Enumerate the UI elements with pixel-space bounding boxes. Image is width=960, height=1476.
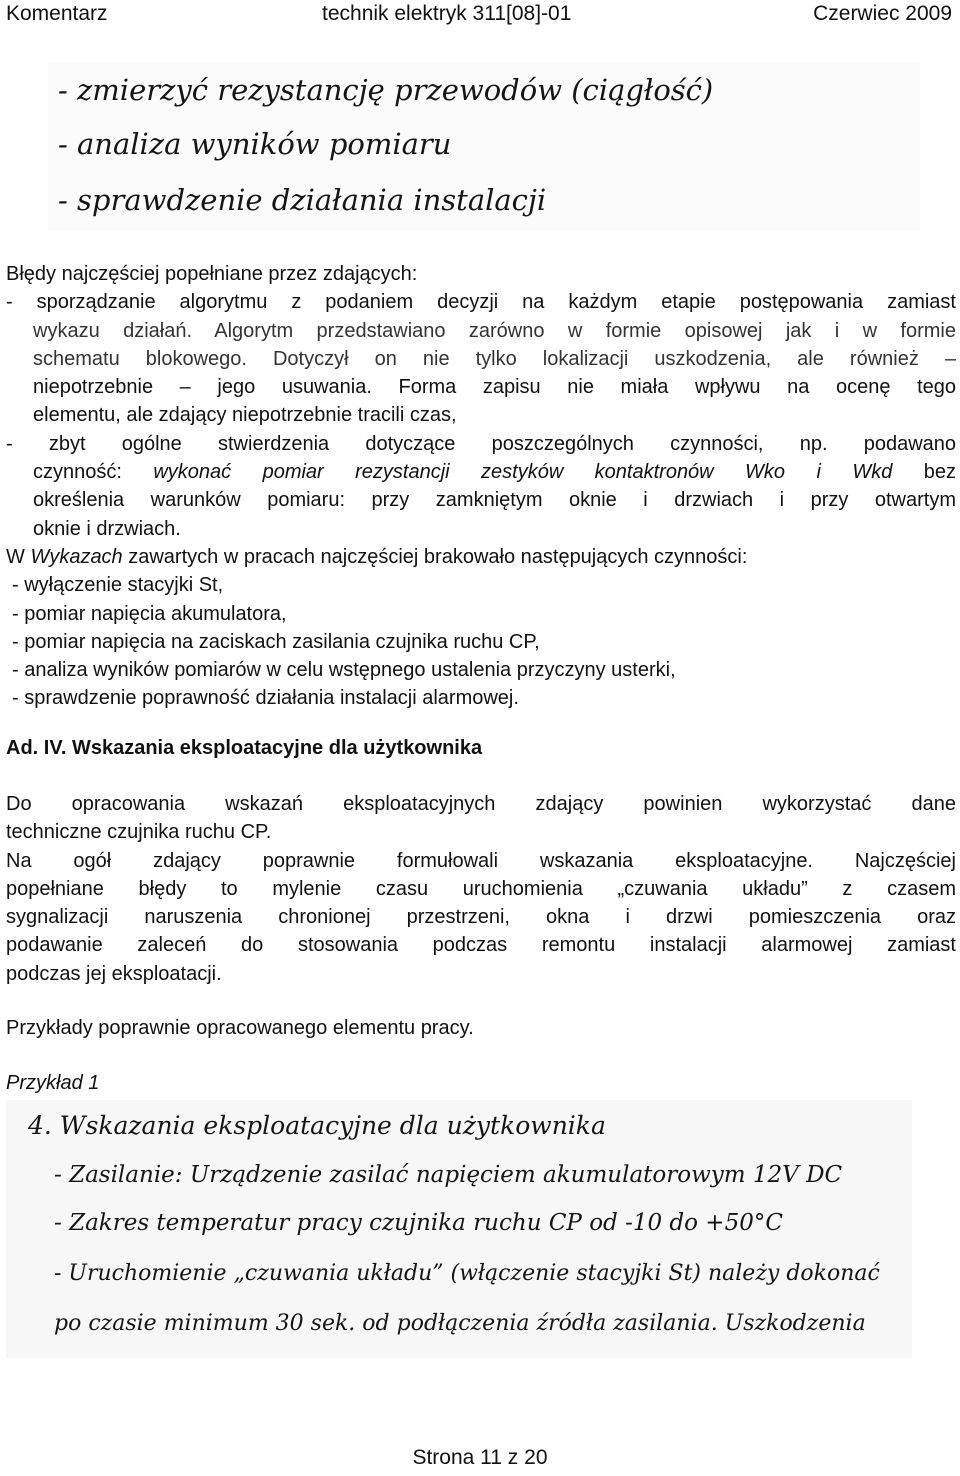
page-number: Strona 11 z 20 <box>412 1446 548 1469</box>
page-header <box>0 0 960 30</box>
missing-item: - sprawdzenie poprawność działania instalacji alarmowej. <box>12 687 519 710</box>
error-item-line: - zbyt ogólne stwierdzenia dotyczące poszczególnych czynności, np. podawano <box>6 432 956 455</box>
body-line: Do opracowania wskazań eksploatacyjnych zdający powinien wykorzystać dane <box>6 793 956 815</box>
handwritten-scan-example <box>6 1100 912 1358</box>
missing-item: - pomiar napięcia akumulatora, <box>12 602 287 625</box>
missing-item: - analiza wyników pomiarów w celu wstępnego ustalenia przyczyny usterki, <box>12 659 676 682</box>
section-title: Ad. IV. Wskazania eksploatacyjne dla użytkownika <box>6 737 483 759</box>
handwritten-line: - Zakres temperatur pracy czujnika ruchu CP od -10 do +50°C <box>54 1210 783 1236</box>
header-center: technik elektryk 311[08]-01 <box>322 2 572 25</box>
error-item-line: oknie i drzwiach. <box>33 517 181 540</box>
error-item-line: czynność: wykonać pomiar rezystancji zestyków kontaktronów Wko i Wkd bez <box>33 461 956 484</box>
handwritten-line: - Zasilanie: Urządzenie zasilać napięciem akumulatorowym 12V DC <box>54 1162 843 1188</box>
error-item-line: wykazu działań. Algorytm przedstawiano zarówno w formie opisowej jak i w formie <box>33 319 956 342</box>
missing-intro: W Wykazach zawartych w pracach najczęściej brakowało następujących czynności: <box>6 545 748 568</box>
body-line: podczas jej eksploatacji. <box>6 962 222 985</box>
errors-section <box>6 260 956 713</box>
handwritten-line: - zmierzyć rezystancję przewodów (ciągłość) <box>58 73 714 107</box>
body-line: Na ogół zdający poprawnie formułowali wskazania eksploatacyjne. Najczęściej <box>6 849 956 872</box>
examples-intro: Przykłady poprawnie opracowanego elementu pracy. <box>6 1017 474 1039</box>
example-label: Przykład 1 <box>6 1072 100 1094</box>
error-item-line: niepotrzebnie – jego usuwania. Forma zapisu nie miała wpływu na ocenę tego <box>33 376 956 399</box>
error-item-line: określenia warunków pomiaru: przy zamkniętym oknie i drzwiach i przy otwartym <box>33 489 956 512</box>
example-label-block <box>6 1069 956 1097</box>
handwritten-line: 4. Wskazania eksploatacyjne dla użytkownika <box>28 1111 606 1140</box>
body-line: sygnalizacji naruszenia chronionej przestrzeni, okna i drzwi pomieszczenia oraz <box>6 906 956 929</box>
header-left: Komentarz <box>6 2 108 25</box>
emphasis-text: Wykazach <box>30 545 123 568</box>
examples-intro-block <box>6 1014 956 1042</box>
handwritten-line: - sprawdzenie działania instalacji <box>58 183 547 217</box>
handwritten-line: - Uruchomienie „czuwania układu” (włączenie stacyjki St) należy dokonać <box>54 1261 880 1286</box>
section-iv <box>6 734 956 762</box>
error-item-line: elementu, ale zdający niepotrzebnie tracili czas, <box>33 404 457 427</box>
error-item-line: - sporządzanie algorytmu z podaniem decyzji na każdym etapie postępowania zamiast <box>6 291 956 314</box>
missing-item: - wyłączenie stacyjki St, <box>12 574 224 597</box>
handwritten-line: po czasie minimum 30 sek. od podłączenia źródła zasilania. Uszkodzenia <box>54 1311 866 1336</box>
body-line: techniczne czujnika ruchu CP. <box>6 821 272 844</box>
body-line: podawanie zaleceń do stosowania podczas remontu instalacji alarmowej zamiast <box>6 934 956 957</box>
missing-item: - pomiar napięcia na zaciskach zasilania czujnika ruchu CP, <box>12 630 540 653</box>
section-iv-body <box>6 790 956 988</box>
errors-heading: Błędy najczęściej popełniane przez zdających: <box>6 263 418 285</box>
body-line: popełniane błędy to mylenie czasu uruchomienia „czuwania układu” z czasem <box>6 877 956 900</box>
handwritten-line: - analiza wyników pomiaru <box>58 127 452 161</box>
error-item-line: schematu blokowego. Dotyczył on nie tylko lokalizacji uszkodzenia, ale również – <box>33 347 956 370</box>
emphasis-text: wykonać pomiar rezystancji zestyków kontaktronów Wko i Wkd <box>153 461 893 484</box>
header-right: Czerwiec 2009 <box>813 2 952 25</box>
handwritten-scan-top <box>48 62 920 230</box>
